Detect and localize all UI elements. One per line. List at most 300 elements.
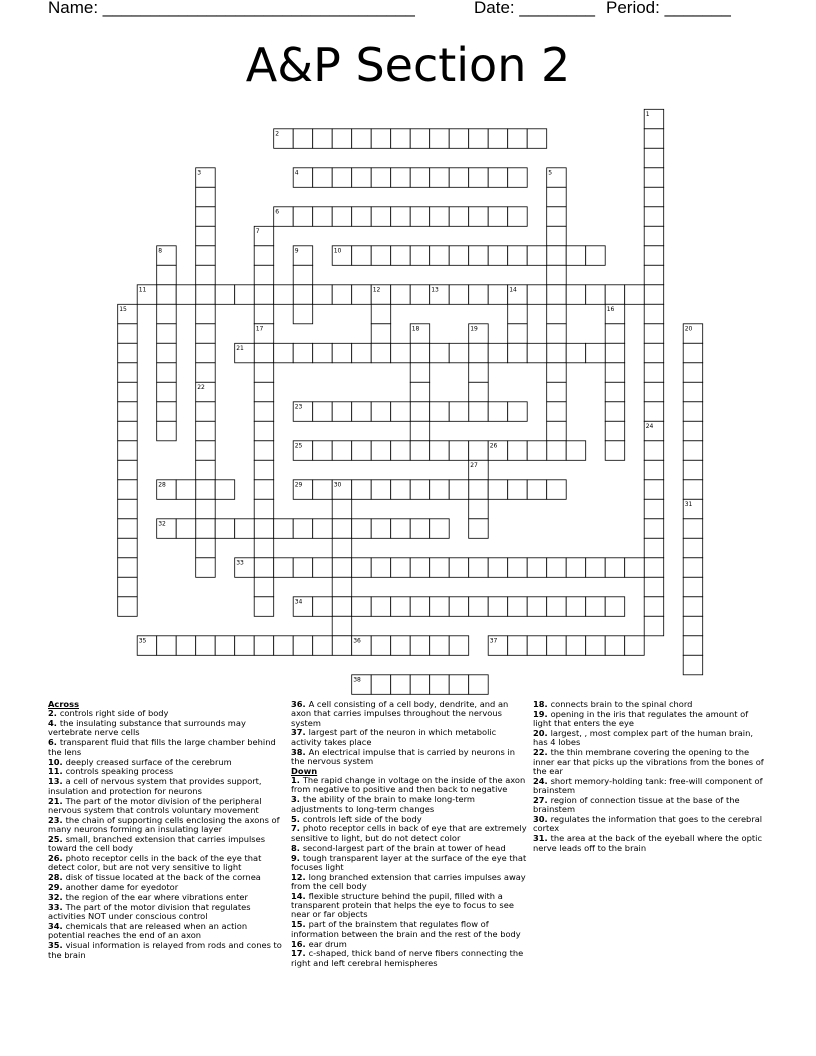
- grid-cell[interactable]: [371, 441, 391, 461]
- grid-cell[interactable]: [547, 304, 567, 324]
- grid-cell[interactable]: [410, 207, 430, 227]
- grid-cell[interactable]: [332, 519, 352, 539]
- grid-cell[interactable]: [332, 285, 352, 305]
- grid-cell[interactable]: [293, 304, 313, 324]
- grid-cell[interactable]: [196, 441, 216, 461]
- grid-cell[interactable]: [391, 168, 411, 188]
- grid-cell[interactable]: [196, 421, 216, 441]
- grid-cell[interactable]: [391, 207, 411, 227]
- grid-cell[interactable]: [235, 519, 255, 539]
- grid-cell[interactable]: [254, 577, 274, 597]
- grid-cell[interactable]: [508, 558, 528, 578]
- grid-cell[interactable]: [488, 129, 508, 149]
- grid-cell[interactable]: [274, 558, 294, 578]
- grid-cell[interactable]: [410, 480, 430, 500]
- grid-cell[interactable]: [313, 207, 333, 227]
- grid-cell[interactable]: [118, 363, 138, 383]
- grid-cell[interactable]: [605, 363, 625, 383]
- grid-cell[interactable]: [488, 343, 508, 363]
- grid-cell[interactable]: [683, 558, 703, 578]
- grid-cell[interactable]: [469, 285, 489, 305]
- grid-cell[interactable]: [352, 558, 372, 578]
- grid-cell[interactable]: [352, 441, 372, 461]
- grid-cell[interactable]: [488, 558, 508, 578]
- grid-cell[interactable]: [332, 343, 352, 363]
- grid-cell[interactable]: [274, 285, 294, 305]
- grid-cell[interactable]: [410, 519, 430, 539]
- grid-cell[interactable]: [118, 558, 138, 578]
- grid-cell[interactable]: [644, 265, 664, 285]
- grid-cell[interactable]: [449, 558, 469, 578]
- grid-cell[interactable]: [196, 324, 216, 344]
- grid-cell[interactable]: [313, 519, 333, 539]
- grid-cell[interactable]: [683, 382, 703, 402]
- grid-cell[interactable]: [449, 246, 469, 265]
- grid-cell[interactable]: [391, 343, 411, 363]
- grid-cell[interactable]: [547, 324, 567, 344]
- grid-cell[interactable]: [430, 480, 450, 500]
- grid-cell[interactable]: [547, 226, 567, 246]
- grid-cell[interactable]: [683, 538, 703, 558]
- grid-cell[interactable]: [352, 402, 372, 422]
- grid-cell[interactable]: [488, 168, 508, 188]
- grid-cell[interactable]: [118, 480, 138, 500]
- grid-cell[interactable]: [254, 460, 274, 480]
- grid-cell[interactable]: [547, 636, 567, 656]
- grid-cell[interactable]: [410, 441, 430, 461]
- grid-cell[interactable]: [547, 187, 567, 207]
- grid-cell[interactable]: [449, 207, 469, 227]
- grid-cell[interactable]: [391, 129, 411, 149]
- grid-cell[interactable]: [118, 343, 138, 363]
- grid-cell[interactable]: [586, 636, 606, 656]
- grid-cell[interactable]: [196, 636, 216, 656]
- grid-cell[interactable]: [430, 441, 450, 461]
- grid-cell[interactable]: [410, 246, 430, 265]
- grid-cell[interactable]: [157, 402, 177, 422]
- grid-cell[interactable]: [683, 441, 703, 461]
- grid-cell[interactable]: [488, 285, 508, 305]
- grid-cell[interactable]: [313, 168, 333, 188]
- grid-cell[interactable]: [547, 343, 567, 363]
- grid-cell[interactable]: [586, 597, 606, 617]
- grid-cell[interactable]: [449, 129, 469, 149]
- grid-cell[interactable]: [488, 402, 508, 422]
- grid-cell[interactable]: [391, 480, 411, 500]
- grid-cell[interactable]: [391, 675, 411, 695]
- grid-cell[interactable]: [605, 597, 625, 617]
- grid-cell[interactable]: [332, 402, 352, 422]
- grid-cell[interactable]: [644, 343, 664, 363]
- grid-cell[interactable]: [625, 285, 645, 305]
- grid-cell[interactable]: [430, 636, 450, 656]
- grid-cell[interactable]: [176, 480, 196, 500]
- grid-cell[interactable]: [527, 597, 547, 617]
- grid-cell[interactable]: [469, 519, 489, 539]
- grid-cell[interactable]: [566, 343, 586, 363]
- grid-cell[interactable]: [371, 324, 391, 344]
- grid-cell[interactable]: [644, 129, 664, 149]
- grid-cell[interactable]: [196, 187, 216, 207]
- grid-cell[interactable]: [254, 265, 274, 285]
- grid-cell[interactable]: [371, 558, 391, 578]
- grid-cell[interactable]: [508, 343, 528, 363]
- grid-cell[interactable]: [449, 285, 469, 305]
- grid-cell[interactable]: [547, 421, 567, 441]
- grid-cell[interactable]: [410, 168, 430, 188]
- grid-cell[interactable]: [683, 363, 703, 383]
- grid-cell[interactable]: [274, 636, 294, 656]
- grid-cell[interactable]: [118, 519, 138, 539]
- grid-cell[interactable]: [508, 324, 528, 344]
- grid-cell[interactable]: [254, 519, 274, 539]
- grid-cell[interactable]: [644, 168, 664, 188]
- grid-cell[interactable]: [469, 675, 489, 695]
- grid-cell[interactable]: [605, 402, 625, 422]
- grid-cell[interactable]: [196, 363, 216, 383]
- grid-cell[interactable]: [410, 363, 430, 383]
- grid-cell[interactable]: [118, 382, 138, 402]
- grid-cell[interactable]: [644, 207, 664, 227]
- grid-cell[interactable]: [527, 343, 547, 363]
- grid-cell[interactable]: [371, 129, 391, 149]
- grid-cell[interactable]: [371, 168, 391, 188]
- grid-cell[interactable]: [469, 363, 489, 383]
- grid-cell[interactable]: [196, 558, 216, 578]
- grid-cell[interactable]: [293, 129, 313, 149]
- grid-cell[interactable]: [508, 168, 528, 188]
- grid-cell[interactable]: [605, 343, 625, 363]
- grid-cell[interactable]: [118, 460, 138, 480]
- grid-cell[interactable]: [644, 480, 664, 500]
- grid-cell[interactable]: [469, 129, 489, 149]
- grid-cell[interactable]: [469, 499, 489, 519]
- grid-cell[interactable]: [449, 402, 469, 422]
- grid-cell[interactable]: [644, 538, 664, 558]
- grid-cell[interactable]: [332, 616, 352, 636]
- grid-cell[interactable]: [118, 324, 138, 344]
- grid-cell[interactable]: [313, 285, 333, 305]
- grid-cell[interactable]: [352, 480, 372, 500]
- grid-cell[interactable]: [683, 597, 703, 617]
- grid-cell[interactable]: [508, 129, 528, 149]
- grid-cell[interactable]: [586, 343, 606, 363]
- grid-cell[interactable]: [469, 168, 489, 188]
- grid-cell[interactable]: [605, 558, 625, 578]
- grid-cell[interactable]: [469, 558, 489, 578]
- grid-cell[interactable]: [313, 402, 333, 422]
- grid-cell[interactable]: [508, 246, 528, 265]
- grid-cell[interactable]: [508, 441, 528, 461]
- grid-cell[interactable]: [196, 285, 216, 305]
- grid-cell[interactable]: [644, 558, 664, 578]
- grid-cell[interactable]: [332, 597, 352, 617]
- grid-cell[interactable]: [196, 304, 216, 324]
- grid-cell[interactable]: [410, 558, 430, 578]
- grid-cell[interactable]: [430, 558, 450, 578]
- grid-cell[interactable]: [469, 441, 489, 461]
- grid-cell[interactable]: [157, 304, 177, 324]
- grid-cell[interactable]: [391, 402, 411, 422]
- grid-cell[interactable]: [196, 226, 216, 246]
- grid-cell[interactable]: [644, 285, 664, 305]
- grid-cell[interactable]: [683, 577, 703, 597]
- grid-cell[interactable]: [508, 402, 528, 422]
- grid-cell[interactable]: [547, 207, 567, 227]
- grid-cell[interactable]: [254, 558, 274, 578]
- grid-cell[interactable]: [293, 207, 313, 227]
- grid-cell[interactable]: [371, 343, 391, 363]
- grid-cell[interactable]: [332, 538, 352, 558]
- grid-cell[interactable]: [547, 558, 567, 578]
- grid-cell[interactable]: [293, 558, 313, 578]
- grid-cell[interactable]: [391, 285, 411, 305]
- grid-cell[interactable]: [644, 577, 664, 597]
- grid-cell[interactable]: [254, 597, 274, 617]
- grid-cell[interactable]: [410, 636, 430, 656]
- grid-cell[interactable]: [644, 148, 664, 168]
- grid-cell[interactable]: [371, 207, 391, 227]
- grid-cell[interactable]: [332, 168, 352, 188]
- grid-cell[interactable]: [254, 343, 274, 363]
- grid-cell[interactable]: [371, 480, 391, 500]
- grid-cell[interactable]: [605, 441, 625, 461]
- grid-cell[interactable]: [644, 597, 664, 617]
- grid-cell[interactable]: [586, 246, 606, 265]
- grid-cell[interactable]: [488, 597, 508, 617]
- grid-cell[interactable]: [644, 187, 664, 207]
- grid-cell[interactable]: [430, 246, 450, 265]
- grid-cell[interactable]: [430, 597, 450, 617]
- grid-cell[interactable]: [332, 441, 352, 461]
- grid-cell[interactable]: [352, 285, 372, 305]
- grid-cell[interactable]: [547, 285, 567, 305]
- grid-cell[interactable]: [254, 246, 274, 265]
- grid-cell[interactable]: [449, 675, 469, 695]
- grid-cell[interactable]: [430, 168, 450, 188]
- grid-cell[interactable]: [449, 168, 469, 188]
- grid-cell[interactable]: [235, 285, 255, 305]
- grid-cell[interactable]: [352, 519, 372, 539]
- grid-cell[interactable]: [371, 402, 391, 422]
- grid-cell[interactable]: [547, 402, 567, 422]
- grid-cell[interactable]: [118, 402, 138, 422]
- grid-cell[interactable]: [527, 441, 547, 461]
- grid-cell[interactable]: [332, 207, 352, 227]
- grid-cell[interactable]: [430, 519, 450, 539]
- grid-cell[interactable]: [254, 421, 274, 441]
- grid-cell[interactable]: [449, 636, 469, 656]
- grid-cell[interactable]: [215, 636, 235, 656]
- grid-cell[interactable]: [391, 246, 411, 265]
- grid-cell[interactable]: [508, 207, 528, 227]
- grid-cell[interactable]: [566, 246, 586, 265]
- grid-cell[interactable]: [215, 285, 235, 305]
- grid-cell[interactable]: [332, 577, 352, 597]
- grid-cell[interactable]: [508, 480, 528, 500]
- grid-cell[interactable]: [196, 538, 216, 558]
- grid-cell[interactable]: [215, 480, 235, 500]
- grid-cell[interactable]: [254, 285, 274, 305]
- grid-cell[interactable]: [566, 441, 586, 461]
- grid-cell[interactable]: [644, 441, 664, 461]
- grid-cell[interactable]: [313, 129, 333, 149]
- grid-cell[interactable]: [586, 285, 606, 305]
- grid-cell[interactable]: [157, 421, 177, 441]
- grid-cell[interactable]: [118, 499, 138, 519]
- grid-cell[interactable]: [410, 285, 430, 305]
- grid-cell[interactable]: [547, 441, 567, 461]
- grid-cell[interactable]: [683, 460, 703, 480]
- grid-cell[interactable]: [391, 519, 411, 539]
- grid-cell[interactable]: [176, 285, 196, 305]
- grid-cell[interactable]: [118, 597, 138, 617]
- grid-cell[interactable]: [371, 246, 391, 265]
- grid-cell[interactable]: [196, 246, 216, 265]
- grid-cell[interactable]: [527, 285, 547, 305]
- grid-cell[interactable]: [527, 558, 547, 578]
- grid-cell[interactable]: [391, 558, 411, 578]
- grid-cell[interactable]: [488, 207, 508, 227]
- grid-cell[interactable]: [410, 597, 430, 617]
- grid-cell[interactable]: [254, 382, 274, 402]
- grid-cell[interactable]: [527, 246, 547, 265]
- grid-cell[interactable]: [527, 636, 547, 656]
- grid-cell[interactable]: [430, 129, 450, 149]
- grid-cell[interactable]: [469, 382, 489, 402]
- grid-cell[interactable]: [469, 402, 489, 422]
- grid-cell[interactable]: [196, 499, 216, 519]
- grid-cell[interactable]: [196, 343, 216, 363]
- grid-cell[interactable]: [371, 597, 391, 617]
- grid-cell[interactable]: [313, 441, 333, 461]
- grid-cell[interactable]: [469, 246, 489, 265]
- grid-cell[interactable]: [254, 363, 274, 383]
- grid-cell[interactable]: [254, 636, 274, 656]
- grid-cell[interactable]: [469, 480, 489, 500]
- grid-cell[interactable]: [644, 499, 664, 519]
- grid-cell[interactable]: [293, 285, 313, 305]
- grid-cell[interactable]: [118, 577, 138, 597]
- grid-cell[interactable]: [293, 636, 313, 656]
- grid-cell[interactable]: [352, 343, 372, 363]
- grid-cell[interactable]: [449, 343, 469, 363]
- grid-cell[interactable]: [644, 519, 664, 539]
- grid-cell[interactable]: [430, 207, 450, 227]
- grid-cell[interactable]: [410, 421, 430, 441]
- grid-cell[interactable]: [196, 480, 216, 500]
- grid-cell[interactable]: [313, 597, 333, 617]
- grid-cell[interactable]: [371, 519, 391, 539]
- grid-cell[interactable]: [157, 382, 177, 402]
- grid-cell[interactable]: [118, 441, 138, 461]
- grid-cell[interactable]: [391, 597, 411, 617]
- grid-cell[interactable]: [547, 382, 567, 402]
- grid-cell[interactable]: [410, 402, 430, 422]
- grid-cell[interactable]: [488, 246, 508, 265]
- grid-cell[interactable]: [547, 480, 567, 500]
- grid-cell[interactable]: [644, 363, 664, 383]
- grid-cell[interactable]: [157, 324, 177, 344]
- grid-cell[interactable]: [683, 343, 703, 363]
- grid-cell[interactable]: [254, 402, 274, 422]
- grid-cell[interactable]: [274, 343, 294, 363]
- grid-cell[interactable]: [644, 246, 664, 265]
- grid-cell[interactable]: [332, 499, 352, 519]
- grid-cell[interactable]: [547, 363, 567, 383]
- grid-cell[interactable]: [625, 636, 645, 656]
- grid-cell[interactable]: [508, 636, 528, 656]
- grid-cell[interactable]: [371, 675, 391, 695]
- grid-cell[interactable]: [118, 421, 138, 441]
- grid-cell[interactable]: [605, 421, 625, 441]
- grid-cell[interactable]: [644, 382, 664, 402]
- grid-cell[interactable]: [683, 655, 703, 675]
- grid-cell[interactable]: [352, 207, 372, 227]
- grid-cell[interactable]: [430, 675, 450, 695]
- grid-cell[interactable]: [313, 480, 333, 500]
- grid-cell[interactable]: [332, 129, 352, 149]
- grid-cell[interactable]: [157, 636, 177, 656]
- grid-cell[interactable]: [469, 597, 489, 617]
- grid-cell[interactable]: [527, 480, 547, 500]
- grid-cell[interactable]: [605, 636, 625, 656]
- grid-cell[interactable]: [176, 636, 196, 656]
- grid-cell[interactable]: [605, 382, 625, 402]
- grid-cell[interactable]: [196, 519, 216, 539]
- grid-cell[interactable]: [547, 265, 567, 285]
- grid-cell[interactable]: [293, 519, 313, 539]
- grid-cell[interactable]: [352, 246, 372, 265]
- grid-cell[interactable]: [293, 343, 313, 363]
- grid-cell[interactable]: [469, 343, 489, 363]
- grid-cell[interactable]: [332, 636, 352, 656]
- grid-cell[interactable]: [254, 538, 274, 558]
- grid-cell[interactable]: [254, 441, 274, 461]
- grid-cell[interactable]: [547, 597, 567, 617]
- grid-cell[interactable]: [566, 597, 586, 617]
- grid-cell[interactable]: [469, 207, 489, 227]
- grid-cell[interactable]: [683, 480, 703, 500]
- grid-cell[interactable]: [371, 304, 391, 324]
- grid-cell[interactable]: [410, 129, 430, 149]
- grid-cell[interactable]: [430, 402, 450, 422]
- grid-cell[interactable]: [605, 285, 625, 305]
- grid-cell[interactable]: [196, 402, 216, 422]
- grid-cell[interactable]: [410, 675, 430, 695]
- grid-cell[interactable]: [391, 441, 411, 461]
- grid-cell[interactable]: [157, 285, 177, 305]
- grid-cell[interactable]: [508, 304, 528, 324]
- grid-cell[interactable]: [586, 558, 606, 578]
- grid-cell[interactable]: [313, 636, 333, 656]
- grid-cell[interactable]: [352, 129, 372, 149]
- grid-cell[interactable]: [254, 499, 274, 519]
- grid-cell[interactable]: [644, 460, 664, 480]
- grid-cell[interactable]: [625, 558, 645, 578]
- grid-cell[interactable]: [644, 616, 664, 636]
- grid-cell[interactable]: [352, 597, 372, 617]
- grid-cell[interactable]: [644, 226, 664, 246]
- grid-cell[interactable]: [644, 324, 664, 344]
- grid-cell[interactable]: [683, 421, 703, 441]
- grid-cell[interactable]: [410, 343, 430, 363]
- grid-cell[interactable]: [196, 460, 216, 480]
- grid-cell[interactable]: [410, 382, 430, 402]
- grid-cell[interactable]: [527, 129, 547, 149]
- grid-cell[interactable]: [449, 480, 469, 500]
- grid-cell[interactable]: [683, 402, 703, 422]
